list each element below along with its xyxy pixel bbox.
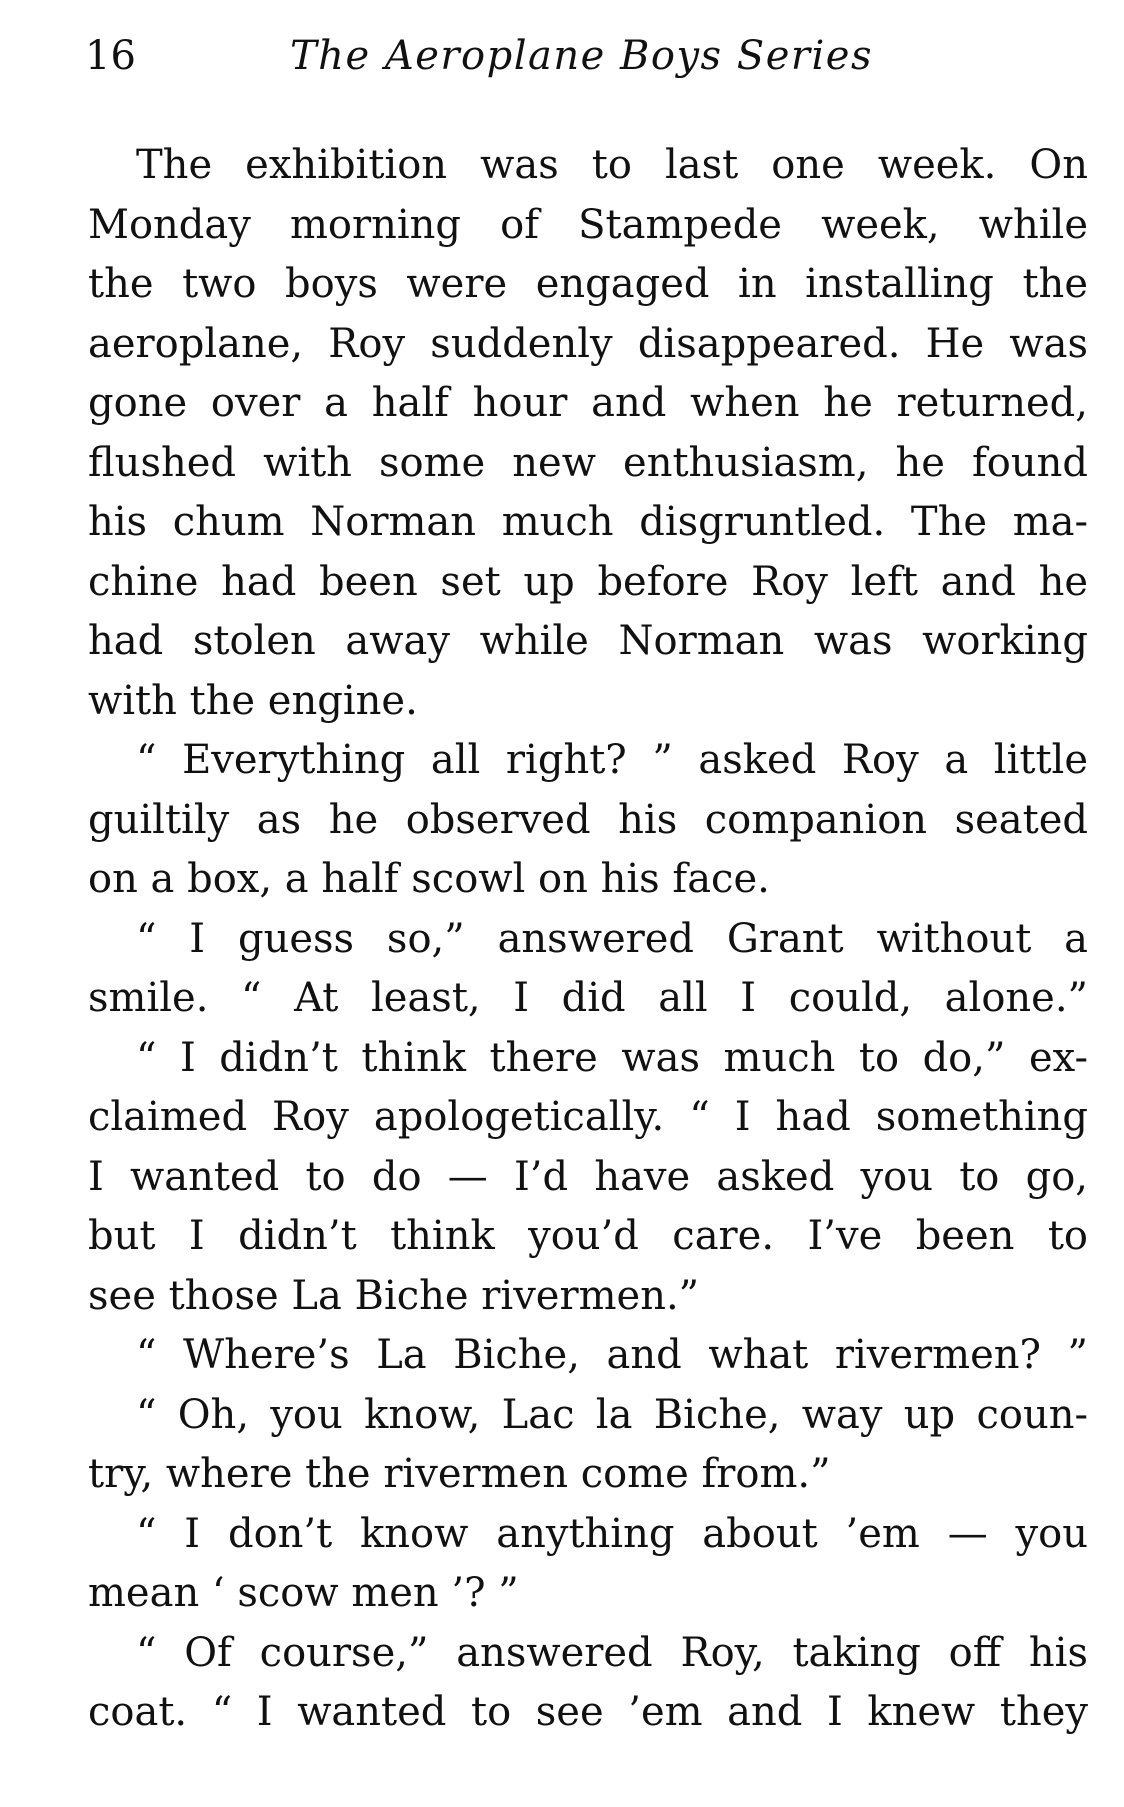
text-line: “ I didn’t think there was much to do,” ex- — [136, 1034, 1088, 1081]
text-line: with the engine. — [88, 677, 418, 724]
page-number: 16 — [85, 33, 136, 79]
text-line: “ Where’s La Biche, and what rivermen? ” — [136, 1332, 1088, 1378]
page-header — [85, 28, 1055, 88]
text-line: but I didn’t think you’d care. I’ve been to — [88, 1213, 1088, 1259]
text-line: Monday morning of Stampede week, while — [88, 201, 1088, 248]
text-line: I wanted to do — I’d have asked you to go, — [88, 1153, 1088, 1200]
text-line: try, where the rivermen come from.” — [88, 1451, 831, 1497]
text-line: mean ‘ scow men ’? ” — [88, 1570, 519, 1616]
text-line: The exhibition was to last one week. On — [136, 142, 1088, 188]
text-line: aeroplane, Roy suddenly disappeared. He was — [88, 320, 1088, 367]
text-line: claimed Roy apologetically. “ I had something — [88, 1094, 1088, 1140]
text-line: “ I don’t know anything about ’em — you — [136, 1510, 1088, 1557]
text-line: had stolen away while Norman was working — [88, 618, 1088, 664]
text-line: coat. “ I wanted to see ’em and I knew they — [88, 1689, 1088, 1735]
text-line: “ Oh, you know, Lac la Biche, way up coun- — [136, 1391, 1088, 1438]
text-line: flushed with some new enthusiasm, he found — [88, 439, 1088, 486]
text-line: guiltily as he observed his companion seated — [88, 796, 1088, 843]
body-text — [88, 136, 1088, 1743]
running-head: The Aeroplane Boys Series — [290, 33, 873, 79]
text-line: “ Of course,” answered Roy, taking off his — [136, 1629, 1088, 1676]
text-line: “ I guess so,” answered Grant without a — [136, 915, 1088, 962]
text-line: see those La Biche rivermen.” — [88, 1272, 700, 1319]
text-line: chine had been set up before Roy left and he — [88, 558, 1088, 605]
text-line: his chum Norman much disgruntled. The ma- — [88, 499, 1088, 545]
text-line: “ Everything all right? ” asked Roy a little — [136, 737, 1088, 783]
text-line: smile. “ At least, I did all I could, alone.” — [88, 975, 1088, 1021]
text-line: the two boys were engaged in installing the — [88, 261, 1088, 307]
text-line: gone over a half hour and when he returned, — [88, 380, 1088, 426]
text-line: on a box, a half scowl on his face. — [88, 856, 770, 902]
